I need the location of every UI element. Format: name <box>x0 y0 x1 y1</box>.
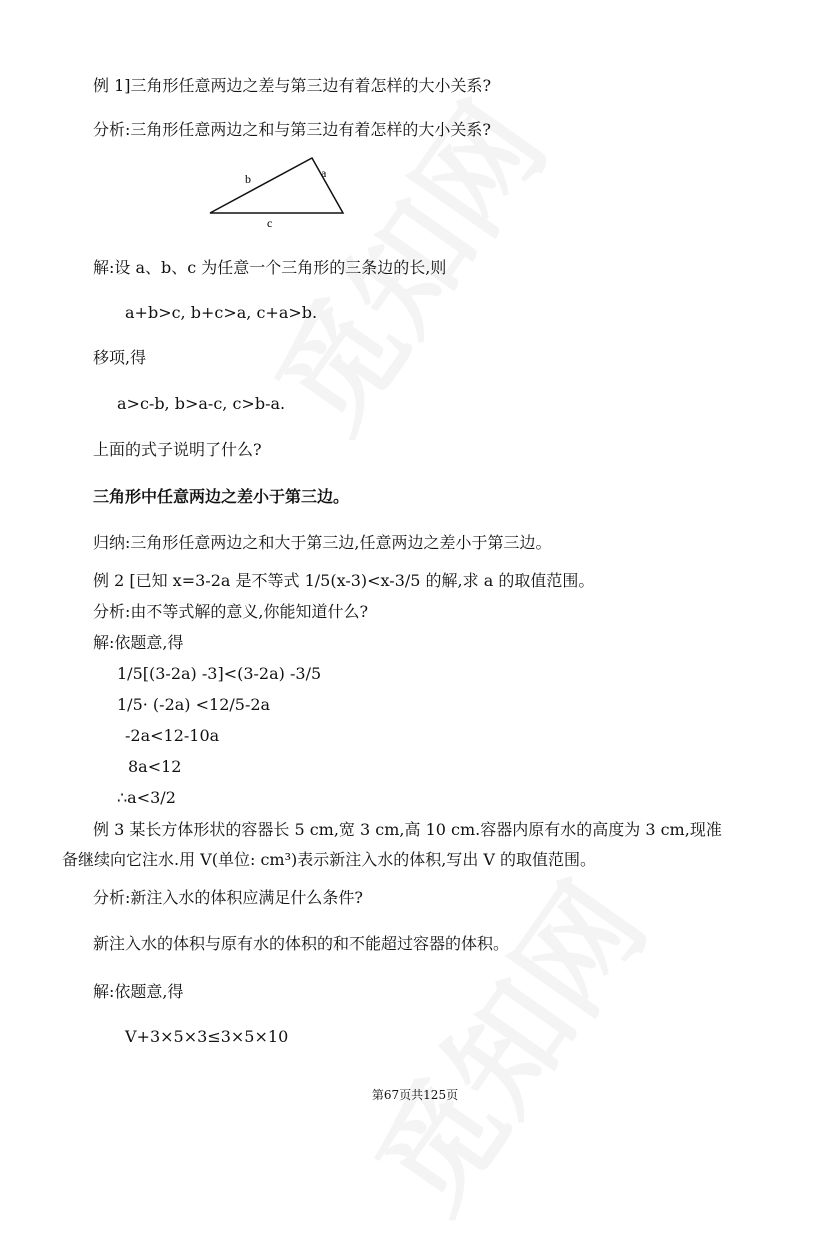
example1-question: 例 1]三角形任意两边之差与第三边有着怎样的大小关系? <box>93 76 492 95</box>
example2-step: ∴a<3/2 <box>117 788 176 807</box>
example2-step: -2a<12-10a <box>125 726 220 745</box>
example1-transposed: a>c-b, b>a-c, c>b-a. <box>117 394 286 413</box>
example3-question-line1: 例 3 某长方体形状的容器长 5 cm,宽 3 cm,高 10 cm.容器内原有水的高度为 3 cm,现准 <box>93 820 722 839</box>
example3-analysis: 分析:新注入水的体积应满足什么条件? <box>93 888 363 907</box>
watermark <box>330 845 677 1239</box>
example3-question-line2: 备继续向它注水.用 V(单位: cm³)表示新注入水的体积,写出 V 的取值范围。 <box>62 850 597 869</box>
triangle-label-b: b <box>245 172 251 186</box>
example3-solution-intro: 解:依题意,得 <box>93 982 184 1001</box>
example1-conclusion: 三角形中任意两边之差小于第三边。 <box>93 487 350 506</box>
example2-analysis: 分析:由不等式解的意义,你能知道什么? <box>93 602 369 621</box>
example2-step: 1/5[(3-2a) -3]<(3-2a) -3/5 <box>117 664 322 683</box>
example1-transpose: 移项,得 <box>93 348 147 367</box>
example1-solution-intro: 解:设 a、b、c 为任意一个三角形的三条边的长,则 <box>93 258 447 277</box>
example1-analysis: 分析:三角形任意两边之和与第三边有着怎样的大小关系? <box>93 120 491 139</box>
example2-step: 1/5· (-2a) <12/5-2a <box>117 695 271 714</box>
example2-solution-intro: 解:依题意,得 <box>93 633 184 652</box>
example3-answer: 新注入水的体积与原有水的体积的和不能超过容器的体积。 <box>93 934 510 953</box>
triangle-label-c: c <box>267 216 273 230</box>
example1-question2: 上面的式子说明了什么? <box>93 440 262 459</box>
triangle-figure <box>205 155 355 235</box>
example3-inequality: V+3×5×3≤3×5×10 <box>125 1027 289 1046</box>
example2-step: 8a<12 <box>128 757 182 776</box>
page-footer: 第67页共125页 <box>371 1088 459 1102</box>
example1-inequalities: a+b>c, b+c>a, c+a>b. <box>125 303 318 322</box>
example1-summary: 归纳:三角形任意两边之和大于第三边,任意两边之差小于第三边。 <box>93 533 552 552</box>
triangle-label-a: a <box>321 166 327 180</box>
example2-question: 例 2 [已知 x=3-2a 是不等式 1/5(x-3)<x-3/5 的解,求 a 的取值范围。 <box>93 571 595 590</box>
